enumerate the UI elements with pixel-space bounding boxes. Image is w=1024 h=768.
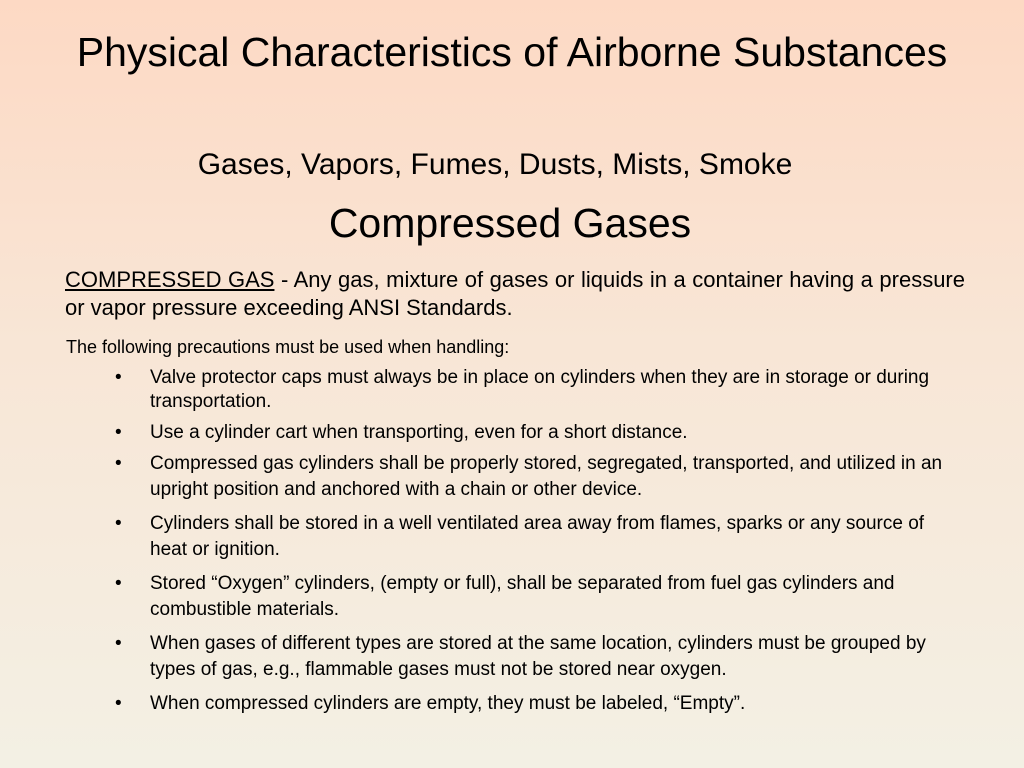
list-item (115, 571, 965, 623)
definition-text: - Any gas, mixture of gases or liquids in a container having a pressure or vapor pressure exceeding ANSI Standards. (65, 267, 965, 320)
list-item (115, 451, 965, 503)
list-item-text: Valve protector caps must always be in place on cylinders when they are in storage or during transportation. (150, 367, 930, 412)
precautions-intro: The following precautions must be used when handling: (66, 337, 510, 357)
list-item-text: Compressed gas cylinders shall be properly stored, segregated, transported, and utilized in an upright position and anchored with a chain or other device. (150, 453, 943, 500)
list-item (115, 691, 965, 716)
bullet-icon: • (115, 367, 122, 388)
list-item-text: Use a cylinder cart when transporting, even for a short distance. (150, 422, 688, 443)
list-item (115, 366, 965, 414)
section-heading: Compressed Gases (328, 200, 692, 246)
list-item-text: Cylinders shall be stored in a well ventilated area away from flames, sparks or any source of heat or ignition. (150, 513, 925, 560)
list-item (115, 631, 965, 683)
bullet-icon: • (115, 693, 122, 714)
bullet-icon: • (115, 633, 122, 654)
definition-term: COMPRESSED GAS (65, 267, 275, 292)
bullet-icon: • (115, 513, 122, 534)
list-item (115, 511, 965, 563)
list-item-text: When compressed cylinders are empty, they must be labeled, “Empty”. (150, 693, 746, 714)
list-item (115, 420, 965, 445)
slide-subtitle: Gases, Vapors, Fumes, Dusts, Mists, Smoke (197, 148, 793, 181)
bullet-icon: • (115, 573, 122, 594)
definition-paragraph (65, 266, 965, 322)
slide-title: Physical Characteristics of Airborne Substances (76, 29, 948, 75)
bullet-icon: • (115, 422, 122, 443)
list-item-text: When gases of different types are stored at the same location, cylinders must be grouped by types of gas, e.g., flammable gases must not be stored near oxygen. (150, 633, 926, 680)
bullet-icon: • (115, 453, 122, 474)
list-item-text: Stored “Oxygen” cylinders, (empty or full), shall be separated from fuel gas cylinders and combustible materials. (150, 573, 895, 620)
